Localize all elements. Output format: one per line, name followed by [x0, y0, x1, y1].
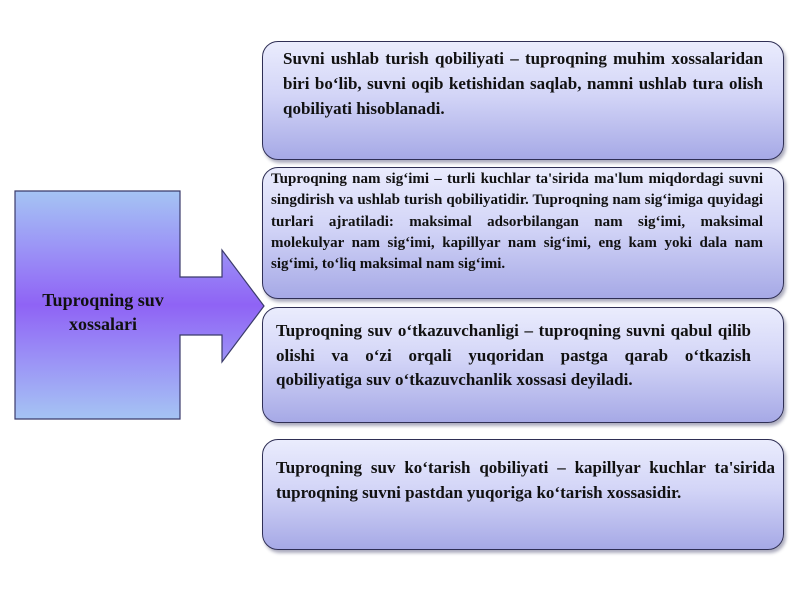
water-permeability-text: Tuproqning suv o‘tkazuvchanligi – tuproqning suvni qabul qilib olishi va o‘zi orqali yuqoridan pastga qarab o‘tkazish qobiliyatiga suv o‘tkazuvchanlik xossasi deyiladi. — [276, 321, 751, 389]
water-permeability-box — [262, 307, 784, 423]
water-lifting-capacity-box — [262, 439, 784, 550]
source-arrow-label: Tuproqning suv xossalari — [42, 290, 164, 334]
moisture-capacity-box — [262, 167, 784, 299]
moisture-capacity-text: Tuproqning nam sig‘imi – turli kuchlar ta'sirida ma'lum miqdordagi suvni singdirish va ushlab turish qobiliyatidir. Tuproqning nam sig‘imiga quyidagi turlari ajratiladi: maksimal adsorbilangan nam sig‘imi, maksimal molekulyar nam sig‘imi, kapillyar nam sig‘imi, eng kam yoki dala nam sig‘imi, to‘liq maksimal nam sig‘imi. — [271, 171, 763, 273]
water-holding-capacity-text: Suvni ushlab turish qobiliyati – tuproqning muhim xossalaridan biri bo‘lib, suvni oqib ketishidan saqlab, namni ushlab tura olish qobiliyati hisoblanadi. — [283, 49, 763, 118]
source-arrow — [14, 190, 266, 422]
water-lifting-capacity-text: Tuproqning suv ko‘tarish qobiliyati – kapillyar kuchlar ta'sirida tuproqning suvni pastdan yuqoriga ko‘tarish xossasidir. — [276, 458, 775, 502]
water-holding-capacity-box — [262, 41, 784, 160]
